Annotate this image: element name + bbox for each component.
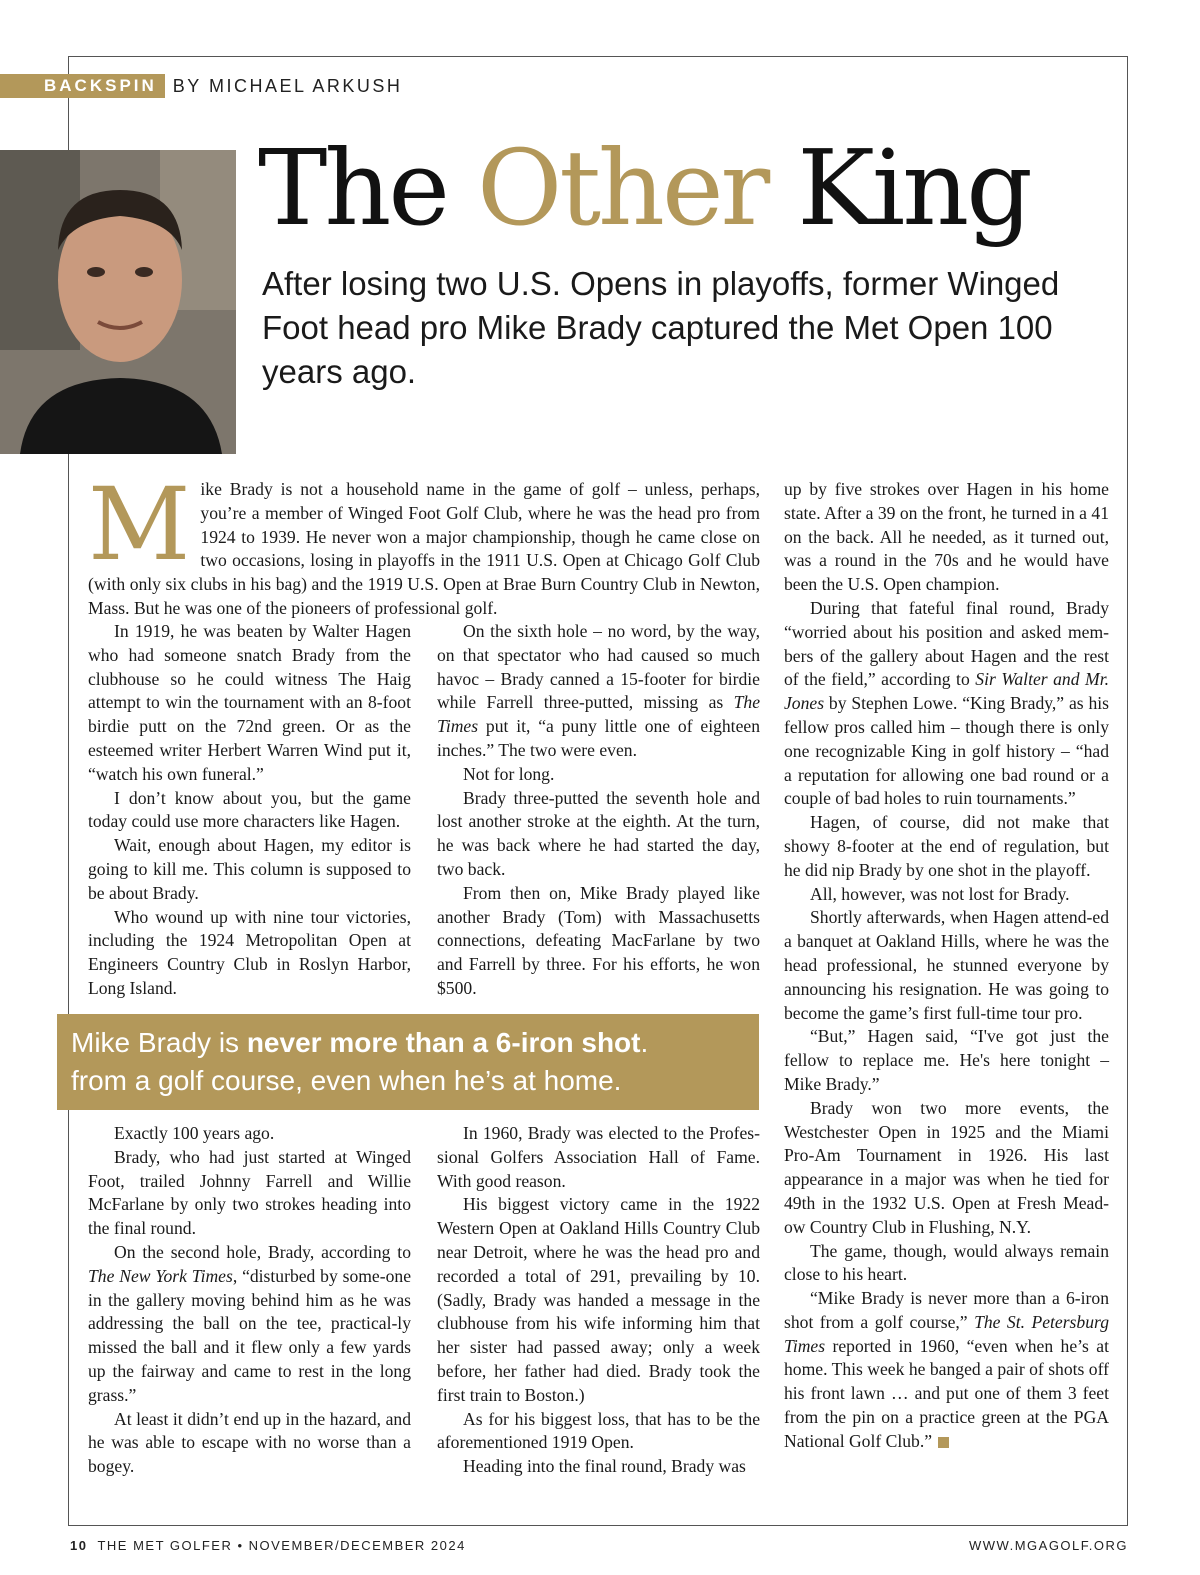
paragraph: Brady won two more events, the Westchester Open in 1925 and the Miami Pro-Am Tournament in 1926. His last appearance in a major was when he tied for 49th in the 1932 U.S. Open at Fresh Mead-ow Country Club in Flushing, N.Y.	[784, 1097, 1109, 1237]
publication-line: THE MET GOLFER • NOVEMBER/DECEMBER 2024	[97, 1538, 466, 1553]
paragraph: Shortly afterwards, when Hagen attend-ed a banquet at Oakland Hills, where he was the head professional, he stunned everyone by announcing his resignation. He was going to become the game’s first full-time tour pro.	[784, 907, 1109, 1023]
end-mark-icon	[938, 1437, 949, 1448]
italic-title: The New York Times	[88, 1265, 233, 1286]
paragraph	[784, 1287, 1109, 1454]
text-run: put it, “a puny little one of eighteen inches.” The two were even.	[437, 716, 760, 760]
headline-part-3: King	[767, 127, 1030, 249]
paragraph: All, however, was not lost for Brady.	[810, 883, 1070, 904]
lead-paragraph	[88, 466, 760, 621]
headline	[258, 128, 1030, 248]
paragraph: “But,” Hagen said, “I've got just the fellow to replace me. He's here tonight – Mike Brady.”	[784, 1026, 1109, 1094]
paragraph	[437, 620, 760, 763]
author-photo	[0, 150, 236, 454]
paragraph: up by five strokes over Hagen in his home state. After a 39 on the front, he turned in a 41 on the back. All he needed, as it turned out, was a round in the 70s and he would have been the U.S. Open champion.	[784, 479, 1109, 595]
column-2-bottom	[437, 1122, 760, 1479]
column-1-bottom	[88, 1122, 411, 1479]
text-run: On the second hole, Brady, according to	[114, 1241, 411, 1262]
deck: After losing two U.S. Opens in playoffs, former Winged Foot head pro Mike Brady captured the Met Open 100 years ago.	[262, 265, 1060, 390]
paragraph	[784, 597, 1109, 811]
paragraph: Hagen, of course, did not make that showy 8-footer at the end of regulation, but he did nip Brady by one shot in the playoff.	[784, 812, 1109, 880]
text-run: by Stephen Lowe. “King Brady,” as his fellow pros called him – though there is only one recognizable King in golf history – “had a reputation for allowing one bad round or a couple of bad holes to ruin tournaments.”	[784, 693, 1109, 809]
italic-title: The Times	[437, 692, 760, 737]
paragraph: Brady, who had just started at Winged Foot, trailed Johnny Farrell and Willie McFarlane by only two strokes heading into the final round.	[88, 1146, 411, 1239]
text-run: reported in 1960, “even when he’s at home. This week he banged a pair of shots off his front lawn … and put one of them 3 feet from the pin on a practice green at the PGA National Golf Club.”	[784, 1335, 1109, 1451]
paragraph: As for his biggest loss, that has to be the aforementioned 1919 Open.	[437, 1408, 760, 1453]
column-1-top	[88, 620, 411, 1001]
author-portrait-image	[0, 150, 236, 454]
footer-folio	[70, 1538, 466, 1553]
paragraph: Who wound up with nine tour victories, including the 1924 Metropolitan Open at Engineers Country Club in Roslyn Harbor, Long Island.	[88, 906, 411, 998]
paragraph: At least it didn’t end up in the hazard, and he was able to escape with no worse than a bogey.	[88, 1408, 411, 1477]
pull-quote-punct: .	[640, 1027, 649, 1058]
headline-accent-word: Other	[476, 127, 768, 249]
section-kicker	[0, 74, 412, 98]
italic-title: Sir Walter and Mr. Jones	[784, 669, 1109, 714]
italic-title: The St. Petersburg Times	[784, 1311, 1109, 1356]
paragraph: In 1960, Brady was elected to the Profes-sional Golfers Association Hall of Fame. With good reason.	[437, 1123, 760, 1191]
paragraph: Brady three-putted the seventh hole and lost another stroke at the eighth. At the turn, he was back where he had started the day, two back.	[437, 787, 760, 879]
pull-quote-lead: Mike Brady is	[71, 1027, 247, 1058]
text-run: On the sixth hole – no word, by the way, on that spectator who had caused so much havoc – Brady canned a 15-footer for birdie while Farrell three-putted, missing as	[437, 621, 760, 713]
paragraph: The game, though, would always remain close to his heart.	[784, 1240, 1109, 1285]
section-tag: BACKSPIN	[0, 74, 165, 98]
paragraph: Wait, enough about Hagen, my editor is going to kill me. This column is supposed to be about Brady.	[88, 835, 411, 903]
column-3	[784, 478, 1109, 1454]
author-byline: BY MICHAEL ARKUSH	[172, 75, 403, 96]
paragraph: I don’t know about you, but the game today could use more characters like Hagen.	[88, 787, 411, 832]
paragraph: Not for long.	[463, 763, 555, 784]
text-run: “Mike Brady is never more than a 6-iron shot from a golf course,”	[784, 1288, 1109, 1332]
paragraph: Exactly 100 years ago.	[114, 1123, 275, 1143]
column-2-top	[437, 620, 760, 1001]
paragraph	[88, 1241, 411, 1408]
page-number: 10	[70, 1538, 88, 1553]
pull-quote-emphasis: never more than a 6-iron shot	[246, 1027, 641, 1058]
paragraph: From then on, Mike Brady played like another Brady (Tom) with Massachusetts connections, defeating MacFarlane by two and Farrell by three. For his efforts, he won $500.	[437, 882, 760, 998]
text-run: During that fateful final round, Brady “worried about his position and asked mem-bers of the gallery about Hagen and the rest of the field,” according to	[784, 597, 1109, 690]
drop-cap: M	[88, 466, 191, 583]
paragraph: In 1919, he was beaten by Walter Hagen who had someone snatch Brady from the clubhouse so he could witness The Haig attempt to win the tournament with an 8-foot birdie putt on the 72nd green. Or as the esteemed writer Herbert Warren Wind put it, “watch his own funeral.”	[88, 621, 411, 784]
pull-quote	[57, 1014, 759, 1110]
paragraph: Heading into the final round, Brady was	[463, 1456, 746, 1477]
footer-url[interactable]: WWW.MGAGOLF.ORG	[969, 1538, 1128, 1553]
pull-quote-line-2: from a golf course, even when he’s at home.	[71, 1065, 622, 1096]
paragraph: His biggest victory came in the 1922 Western Open at Oakland Hills Country Club near Detroit, where he was the head pro and recorded a total of 291, prevailing by 10. (Sadly, Brady was handed a message in the clubhouse from his wife informing him that her sister had passed away; only a week before, her father had died. Brady took the first train to Boston.)	[437, 1194, 760, 1405]
lead-text: ike Brady is not a household name in the game of golf – unless, perhaps, you’re a member of Winged Foot Golf Club, where he was the head pro from 1924 to 1939. He never won a major championship, though he came close on two occasions, losing in playoffs in the 1911 U.S. Open at Chicago Golf Club (with only six clubs in his bag) and the 1919 U.S. Open at Brae Burn Country Club in Newton, Mass. But he was one of the pioneers of professional golf.	[88, 479, 760, 618]
text-run: , “disturbed by some-one in the gallery moving behind him as he was addressing the ball on the tee, practical-ly missed the ball and it flew only a few yards up the fairway and came to rest in the long grass.”	[88, 1265, 411, 1405]
headline-part-1: The	[258, 127, 477, 249]
